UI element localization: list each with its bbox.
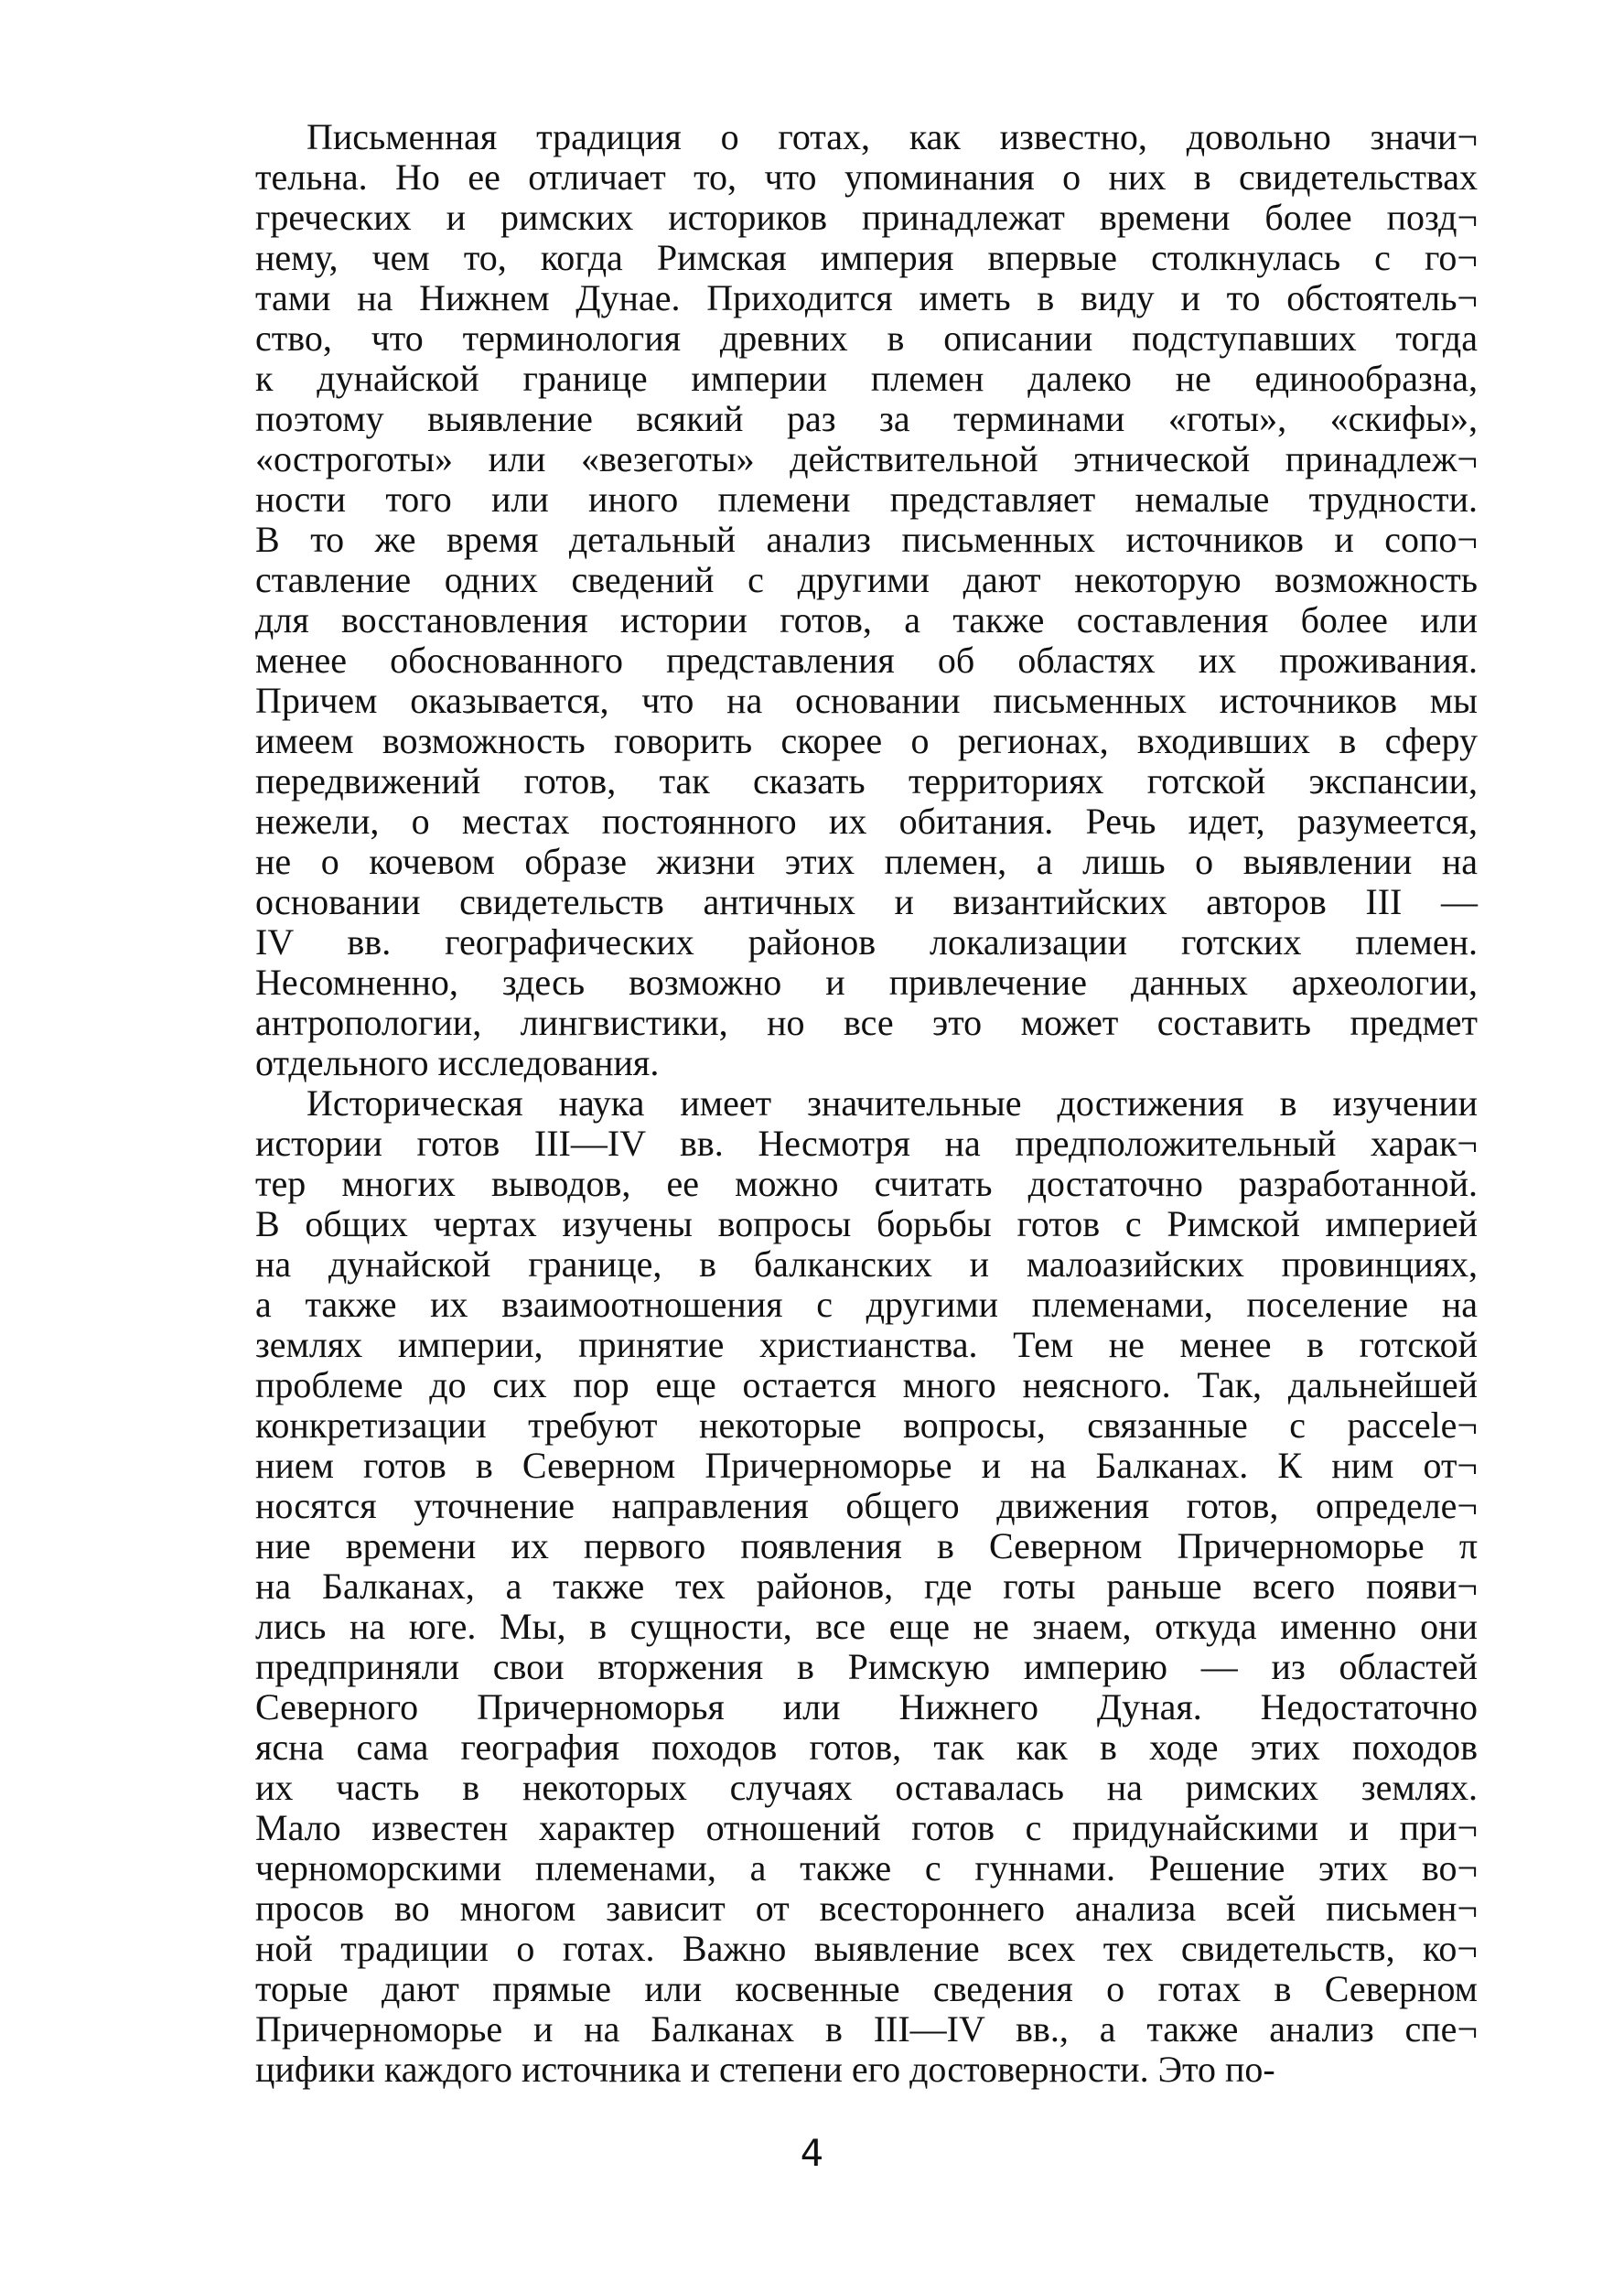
text-line: черноморскими племенами, а также с гуннами. Решение этих во¬: [255, 1847, 1478, 1888]
text-line: ной традиции о готах. Важно выявление всех тех свидетельств, ко¬: [255, 1928, 1478, 1969]
text-line: носятся уточнение направления общего движения готов, определе¬: [255, 1485, 1478, 1526]
text-line: а также их взаимоотношения с другими племенами, поселение на: [255, 1284, 1478, 1325]
text-line: Северного Причерноморья или Нижнего Дуная. Недостаточно: [255, 1686, 1478, 1727]
text-line: В общих чертах изучены вопросы борьбы готов с Римской империей: [255, 1203, 1478, 1244]
text-line: греческих и римских историков принадлежат времени более позд¬: [255, 197, 1478, 238]
text-line: Причем оказывается, что на основании письменных источников мы: [255, 680, 1478, 721]
text-line: Мало известен характер отношений готов с придунайскими и при¬: [255, 1807, 1478, 1848]
text-line: истории готов III—IV вв. Несмотря на предположительный харак¬: [255, 1123, 1478, 1164]
text-line: «остроготы» или «везеготы» действительной этнической принадлеж¬: [255, 438, 1478, 479]
text-line: их часть в некоторых случаях оставалась на римских землях.: [255, 1767, 1478, 1808]
text-line: ясна сама география походов готов, так как в ходе этих походов: [255, 1727, 1478, 1768]
text-line: тами на Нижнем Дунае. Приходится иметь в виду и то обстоятель¬: [255, 277, 1478, 318]
text-line: торые дают прямые или косвенные сведения о готах в Северном: [255, 1968, 1478, 2009]
text-line: проблеме до сих пор еще остается много неясного. Так, дальнейшей: [255, 1364, 1478, 1405]
text-line: землях империи, принятие христианства. Тем не менее в готской: [255, 1324, 1478, 1365]
text-line: основании свидетельств античных и византийских авторов III —: [255, 881, 1478, 922]
text-line: для восстановления истории готов, а также составления более или: [255, 599, 1478, 640]
text-line: к дунайской границе империи племен далеко не единообразна,: [255, 358, 1478, 399]
text-line: нему, чем то, когда Римская империя впервые столкнулась с го¬: [255, 237, 1478, 278]
paragraph: [255, 117, 1478, 1083]
paragraph: [255, 1083, 1478, 2090]
text-line: Письменная традиция о готах, как известно, довольно значи¬: [307, 116, 1478, 157]
text-line: Несомненно, здесь возможно и привлечение данных археологии,: [255, 962, 1478, 1003]
text-line: предприняли свои вторжения в Римскую империю — из областей: [255, 1646, 1478, 1687]
text-line: ности того или иного племени представляет немалые трудности.: [255, 479, 1478, 520]
text-line: Причерноморье и на Балканах в III—IV вв., а также анализ спе¬: [255, 2008, 1478, 2050]
text-line: имеем возможность говорить скорее о регионах, входивших в сферу: [255, 720, 1478, 761]
text-line: антропологии, лингвистики, но все это может составить предмет: [255, 1002, 1478, 1043]
text-line: не о кочевом образе жизни этих племен, а лишь о выявлении на: [255, 841, 1478, 882]
text-line: передвижений готов, так сказать территориях готской экспансии,: [255, 760, 1478, 802]
text-line: нием готов в Северном Причерноморье и на Балканах. К ним от¬: [255, 1445, 1478, 1486]
text-line: тельна. Но ее отличает то, что упоминания о них в свидетельствах: [255, 156, 1478, 198]
text-line: отдельного исследования.: [255, 1042, 660, 1083]
text-line: IV вв. географических районов локализации готских племен.: [255, 921, 1478, 963]
text-line: цифики каждого источника и степени его достоверности. Это по-: [255, 2049, 1275, 2090]
body-text: [255, 117, 1478, 2090]
text-line: ство, что терминология древних в описании подступавших тогда: [255, 317, 1478, 359]
text-line: ставление одних сведений с другими дают некоторую возможность: [255, 559, 1478, 600]
text-line: на Балканах, а также тех районов, где готы раньше всего появи¬: [255, 1566, 1478, 1607]
text-line: конкретизации требуют некоторые вопросы, связанные с рассele¬: [255, 1404, 1478, 1446]
text-line: на дунайской границе, в балканских и малоазийских провинциях,: [255, 1243, 1478, 1285]
text-line: менее обоснованного представления об областях их проживания.: [255, 640, 1478, 681]
text-line: Историческая наука имеет значительные достижения в изучении: [307, 1082, 1478, 1124]
text-line: поэтому выявление всякий раз за терминами «готы», «скифы»,: [255, 398, 1478, 439]
text-line: нежели, о местах постоянного их обитания. Речь идет, разумеется,: [255, 801, 1478, 842]
page-number: 4: [800, 2133, 824, 2175]
text-line: лись на юге. Мы, в сущности, все еще не знаем, откуда именно они: [255, 1606, 1478, 1647]
text-line: ние времени их первого появления в Северном Причерноморье π: [255, 1525, 1478, 1566]
text-line: В то же время детальный анализ письменных источников и сопо¬: [255, 519, 1478, 560]
text-line: просов во многом зависит от всестороннего анализа всей письмен¬: [255, 1888, 1478, 1929]
text-line: тер многих выводов, ее можно считать достаточно разработанной.: [255, 1163, 1478, 1204]
